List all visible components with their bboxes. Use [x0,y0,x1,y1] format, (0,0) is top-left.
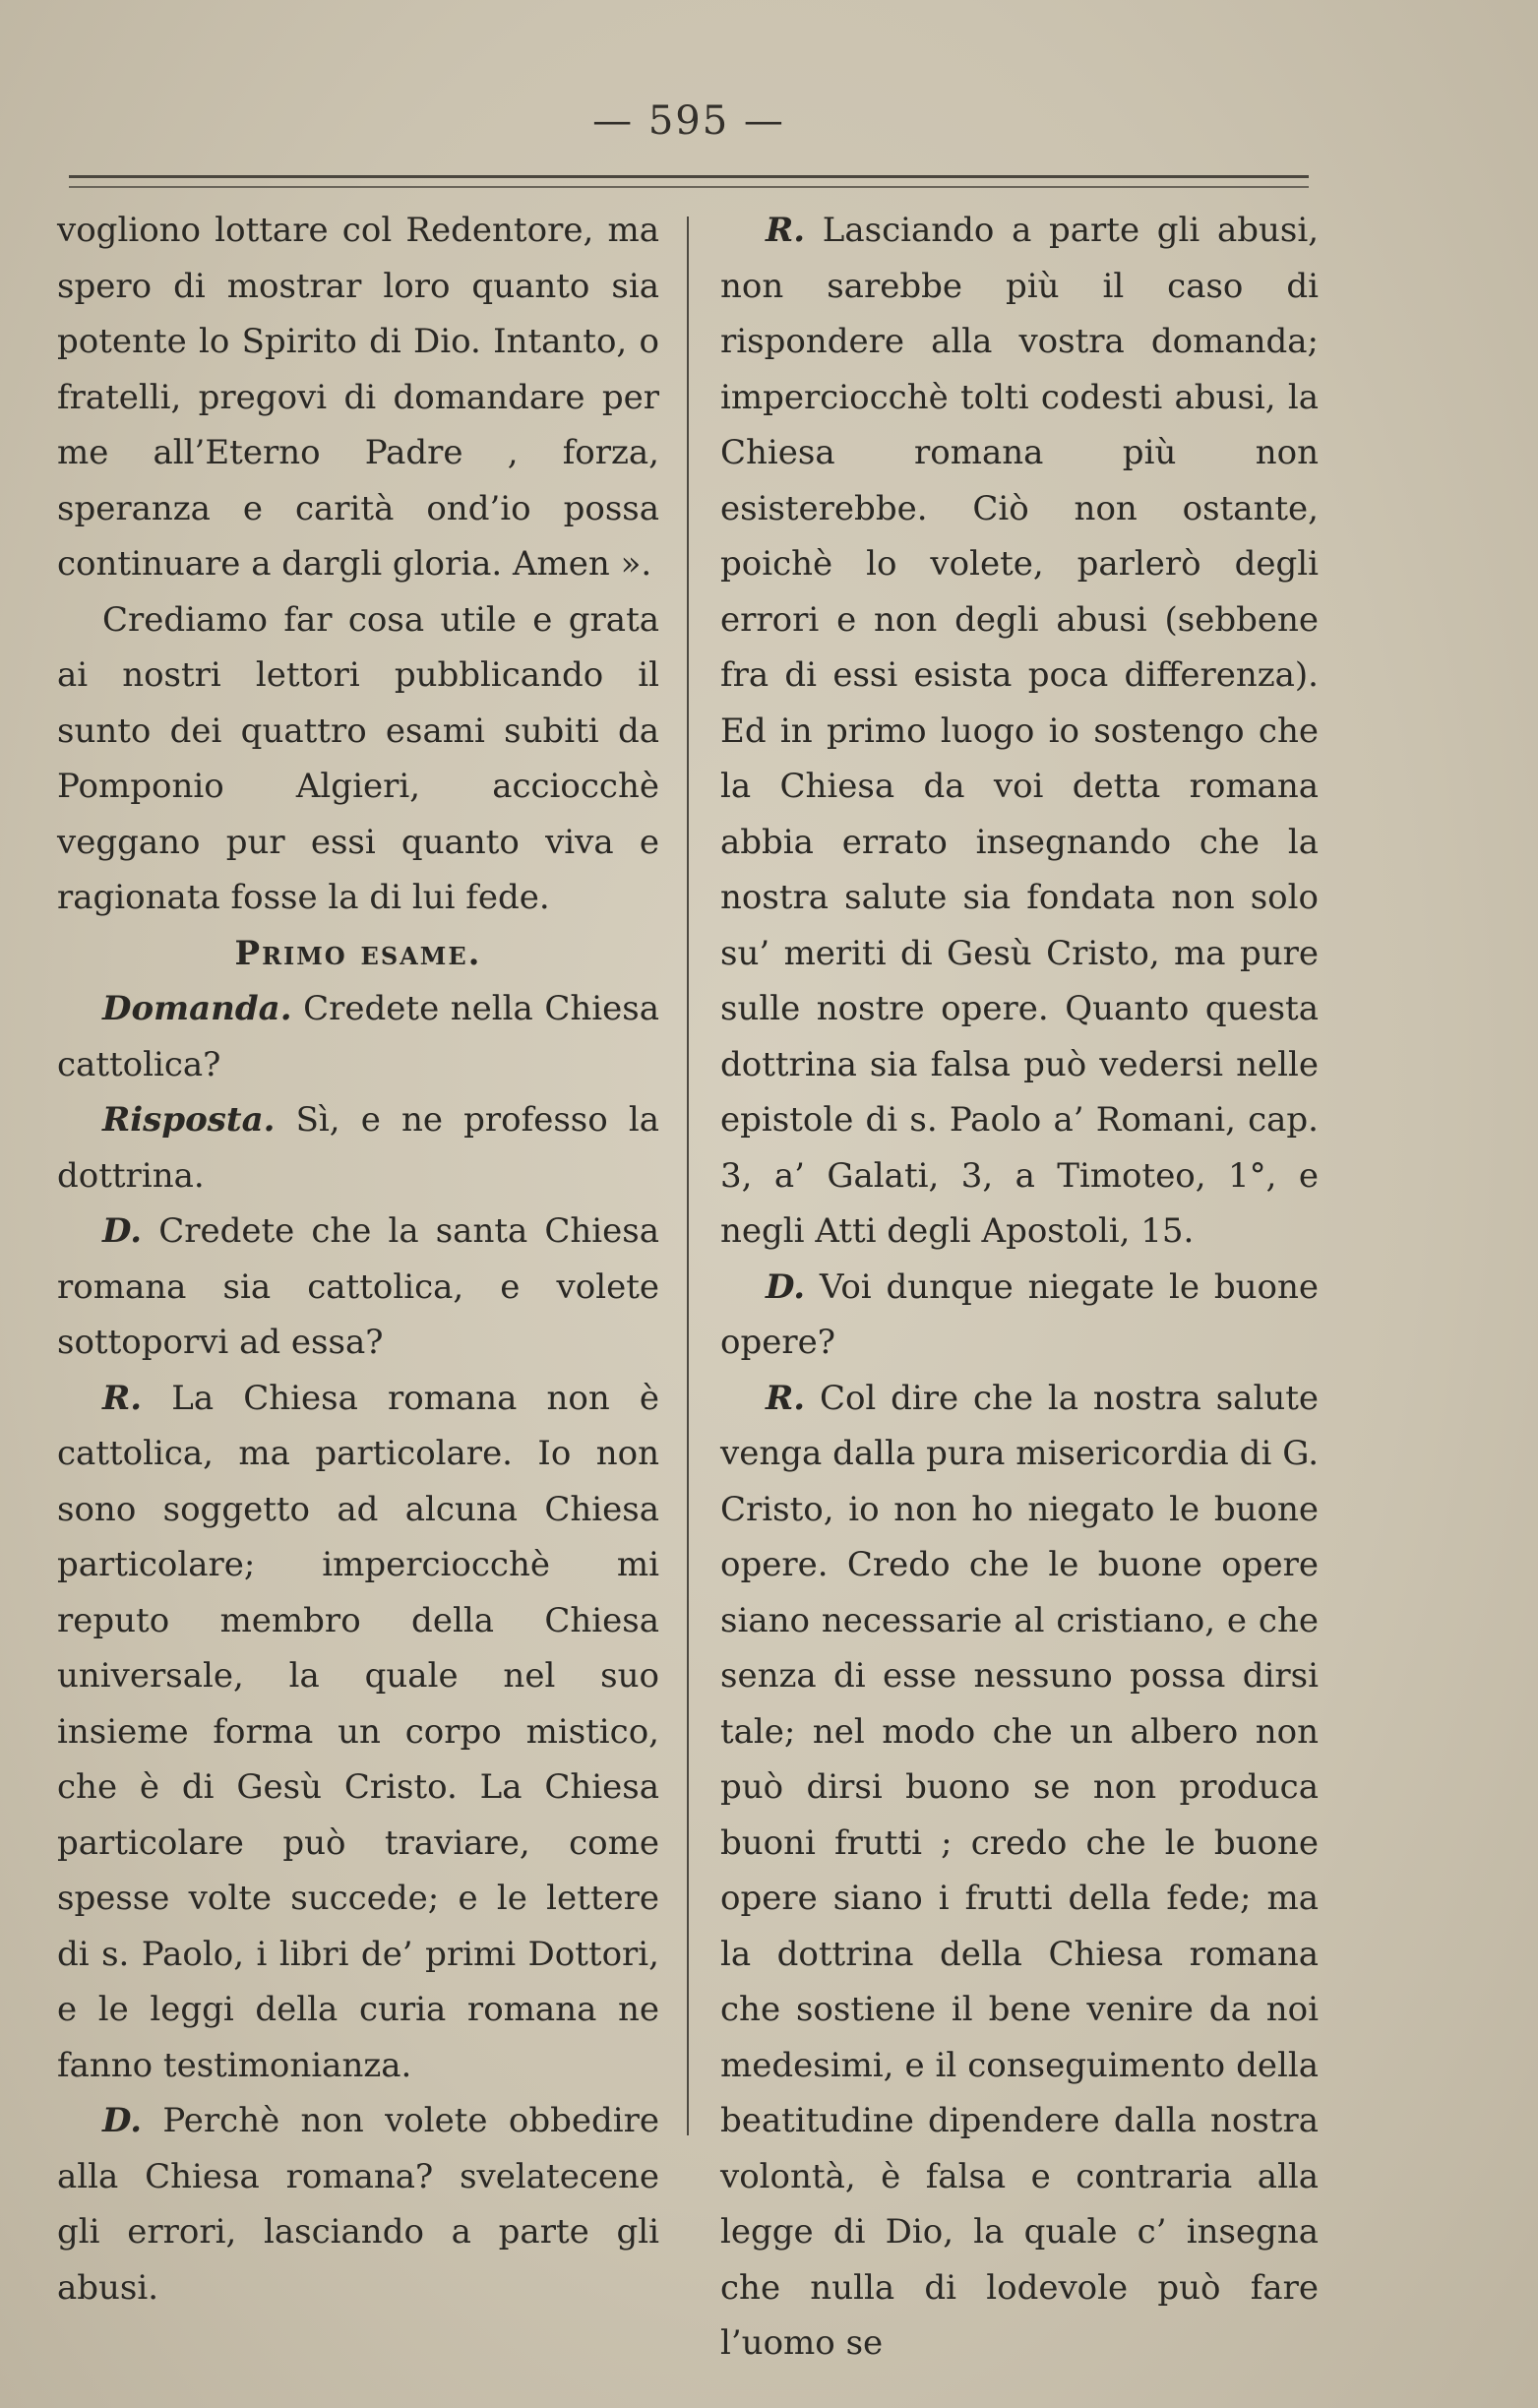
qa-paragraph: D. Credete che la santa Chiesa romana sia cattolica, e volete sottoporvi ad essa? [57,1211,659,1362]
speaker-label: R. [766,211,806,250]
qa-paragraph: R. Lasciando a parte gli abusi, non sarebbe più il caso di rispondere alla vostra domanda; imperciocchè tolti codesti abusi, la Chiesa romana più non esisterebbe. Ciò non ostante, poichè lo volete, parlerò degli errori e non degli abusi (sebbene fra di essi esista poca differenza). Ed in primo luogo io sostengo che la Chiesa da voi detta romana abbia errato insegnando che la nostra salute sia fondata non solo su’ meriti di Gesù Cristo, ma pure sulle nostre opere. Quanto questa dottrina sia falsa può vedersi nelle epistole di s. Paolo a’ Romani, cap. 3, a’ Galati, 3, a Timoteo, 1°, e negli Atti degli Apostoli, 15. [720,211,1320,1251]
column-divider [687,216,689,2135]
speaker-label: R. [766,1378,806,1418]
paragraph: vogliono lottare col Redentore, ma spero di mostrar loro quanto sia potente lo Spirito di Dio. Intanto, o fratelli, pregovi di domandare per me all’Eterno Padre , forza, speranza e carità ond’io possa continuare a dargli gloria. Amen ». [57,211,659,584]
section-heading: Primo esame. [234,933,482,973]
speaker-label: D. [766,1266,806,1307]
page-number: — 595 — [592,98,785,144]
right-column [720,203,1319,2372]
speaker-label: D. [102,2101,143,2140]
speaker-label: Risposta. [102,1100,276,1140]
speaker-label: R. [102,1378,143,1418]
qa-paragraph: D. Perchè non volete obbedire alla Chiesa romana? svelatecene gli errori, lasciando a parte gli abusi. [57,2101,659,2308]
header-rule [69,175,1309,188]
speaker-label: Domanda. [102,989,292,1028]
qa-paragraph: R. La Chiesa romana non è cattolica, ma particolare. Io non sono soggetto ad alcuna Chiesa particolare; imperciocchè mi reputo membro della Chiesa universale, la quale nel suo insieme forma un corpo mistico, che è di Gesù Cristo. La Chiesa particolare può traviare, come spesse volte succede; e le lettere di s. Paolo, i libri de’ primi Dottori, e le leggi della curia romana ne fanno testimonianza. [57,1378,660,2085]
qa-paragraph: Domanda. Credete nella Chiesa cattolica? [57,989,660,1084]
left-column [57,203,659,2315]
qa-paragraph: R. Col dire che la nostra salute venga dalla pura misericordia di G. Cristo, io non ho niegato le buone opere. Credo che le buone opere siano necessarie al cristiano, e che senza di esse nessuno possa dirsi tale; nel modo che un albero non può dirsi buono se non produca buoni frutti ; credo che le buone opere siano i frutti della fede; ma la dottrina della Chiesa romana che sostiene il bene venire da noi medesimi, e il conseguimento della beatitudine dipendere dalla nostra volontà, è falsa e contraria alla legge di Dio, la quale c’ insegna che nulla di lodevole può fare l’uomo se [720,1378,1319,2363]
qa-paragraph: D. Voi dunque niegate le buone opere? [720,1266,1319,1362]
paragraph: Crediamo far cosa utile e grata ai nostri lettori pubblicando il sunto dei quattro esami subiti da Pomponio Algieri, acciocchè veggano pur essi quanto viva e ragionata fosse la di lui fede. [57,599,659,917]
qa-paragraph: Risposta. Sì, e ne professo la dottrina. [57,1100,659,1196]
speaker-label: D. [102,1211,143,1251]
